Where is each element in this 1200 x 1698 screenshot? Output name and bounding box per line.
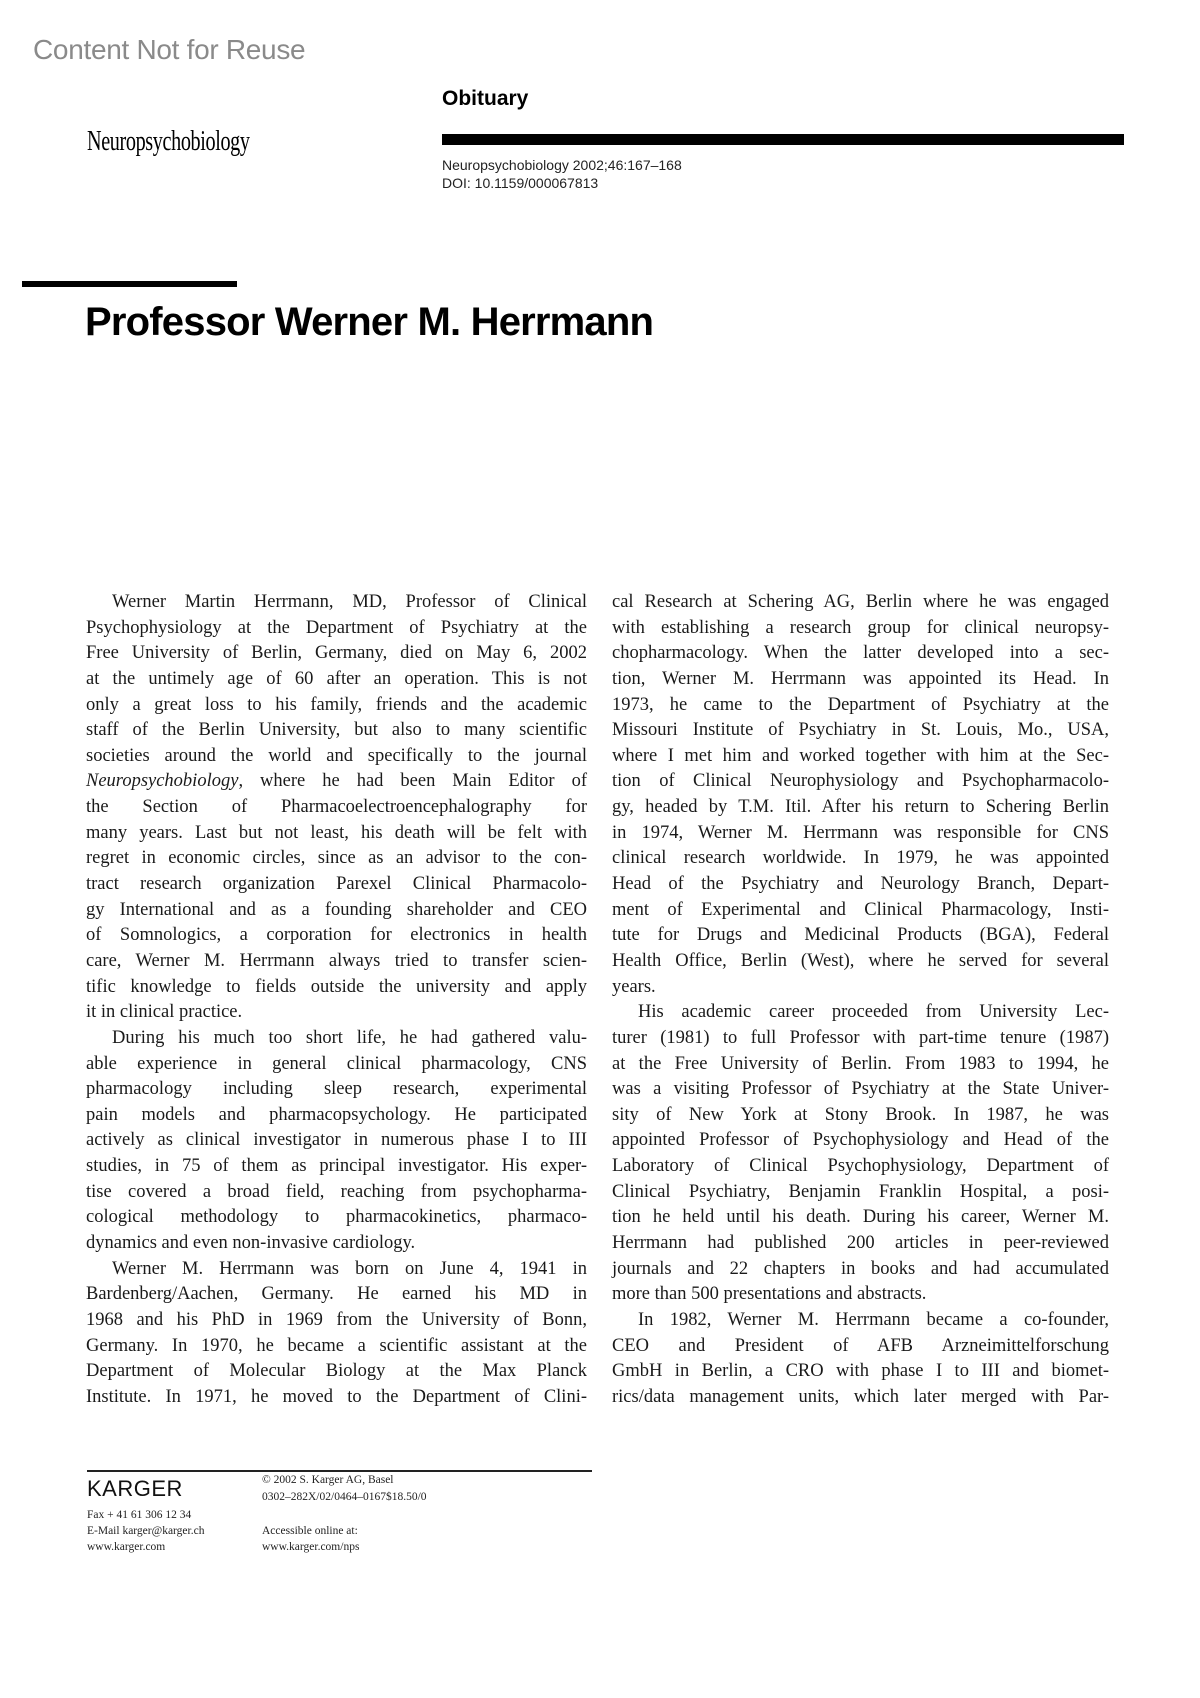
publisher-logo: KARGER [87,1476,183,1501]
line-text: Werner M. Herrmann was born on June 4, 1941 in [112,1258,587,1279]
online-label: Accessible online at: [262,1525,358,1537]
line-text: able experience in general clinical pharmacology, CNS [86,1053,587,1074]
line-text: His academic career proceeded from University Lec- [638,1002,1109,1023]
body-text-line [612,590,1109,616]
line-text: tion he held until his death. During his career, Werner M. [612,1207,1109,1228]
line-text: actively as clinical investigator in numerous phase I to III [86,1130,587,1151]
body-text-line [612,616,1109,642]
body-text-line [612,667,1109,693]
body-text-line [86,872,587,898]
line-text: Department of Molecular Biology at the Max Planck [86,1361,587,1382]
online-url[interactable]: www.karger.com/nps [262,1541,360,1553]
line-text: tise covered a broad field, reaching from psychopharma- [86,1181,587,1202]
body-text-line [612,898,1109,924]
line-text: tute for Drugs and Medicinal Products (BGA), Federal [612,925,1109,946]
body-text-line [86,1026,587,1052]
line-text: at the Free University of Berlin. From 1983 to 1994, he [612,1053,1109,1074]
line-text: societies around the world and specifically to the journal [86,745,587,766]
line-text: dynamics and even non-invasive cardiology. [86,1233,416,1254]
body-text-line [612,1103,1109,1129]
line-text: clinical research worldwide. In 1979, he was appointed [612,848,1109,869]
line-text: care, Werner M. Herrmann always tried to transfer scien- [86,950,587,971]
body-text-line [612,1308,1109,1334]
line-text: pharmacology including sleep research, experimental [86,1079,587,1100]
body-text-line [86,821,587,847]
line-text: , where he had been Main Editor of [238,771,587,792]
email[interactable]: E-Mail karger@karger.ch [87,1525,205,1537]
body-text-line [86,1385,587,1411]
issn-code: 0302–282X/02/0464–0167$18.50/0 [262,1491,427,1503]
line-text: CEO and President of AFB Arzneimittelforschung [612,1335,1109,1356]
line-text: Institute. In 1971, he moved to the Department of Clini- [86,1386,587,1407]
line-text: tion, Werner M. Herrmann was appointed its Head. In [612,668,1109,689]
body-text-line [86,949,587,975]
line-text: tract research organization Parexel Clinical Pharmacolo- [86,874,587,895]
body-text-line [86,1052,587,1078]
body-text-line [612,1154,1109,1180]
line-text: Werner Martin Herrmann, MD, Professor of Clinical [112,592,587,612]
line-text: only a great loss to his family, friends and the academic [86,694,587,715]
website-link[interactable]: www.karger.com [87,1541,166,1553]
body-text-line [86,693,587,719]
line-text: more than 500 presentations and abstracts. [612,1284,927,1305]
body-text-line [612,795,1109,821]
body-text-line [612,872,1109,898]
body-text-line [612,718,1109,744]
watermark-text: Content Not for Reuse [33,34,306,65]
line-text: sity of New York at Stony Brook. In 1987, he was [612,1104,1109,1125]
copyright: © 2002 S. Karger AG, Basel [262,1474,394,1486]
line-text: it in clinical practice. [86,1002,243,1023]
body-text-line [86,1103,587,1129]
line-text: gy International and as a founding shareholder and CEO [86,899,587,920]
header-rule [442,134,1124,145]
body-text-line [612,1180,1109,1206]
body-text-line [86,1000,587,1026]
body-text-line [612,1334,1109,1360]
line-text: appointed Professor of Psychophysiology and Head of the [612,1130,1109,1151]
body-text-line [612,949,1109,975]
line-text: where I met him and worked together with him at the Sec- [612,745,1109,766]
body-text-line [86,846,587,872]
body-text-line [612,1385,1109,1411]
body-text-line [86,744,587,770]
line-text: In 1982, Werner M. Herrmann became a co-founder, [638,1309,1109,1330]
body-text-line [86,590,587,616]
body-text-line [612,1077,1109,1103]
body-text-line [612,821,1109,847]
body-text-line [86,616,587,642]
line-text: rics/data management units, which later merged with Par- [612,1386,1109,1407]
body-text-line [86,975,587,1001]
body-text-line [86,1077,587,1103]
body-text-line [612,744,1109,770]
body-text-line [612,1000,1109,1026]
line-text: journals and 22 chapters in books and had accumulated [612,1258,1109,1279]
line-text: Germany. In 1970, he became a scientific assistant at the [86,1335,587,1356]
body-text-line [86,1231,587,1257]
body-text-line [612,1052,1109,1078]
line-text: staff of the Berlin University, but also to many scientific [86,720,587,741]
line-text: Laboratory of Clinical Psychophysiology, Department of [612,1156,1109,1177]
line-text: 1968 and his PhD in 1969 from the University of Bonn, [86,1309,587,1330]
line-text: at the untimely age of 60 after an operation. This is not [86,668,587,689]
body-text-line [86,1180,587,1206]
body-text-line [612,923,1109,949]
line-text: with establishing a research group for clinical neuropsy- [612,617,1109,638]
line-text: was a visiting Professor of Psychiatry at the State Univer- [612,1079,1109,1100]
citation: Neuropsychobiology 2002;46:167–168 [442,157,682,173]
fax: Fax + 41 61 306 12 34 [87,1509,192,1521]
body-text-line [612,1205,1109,1231]
article-title: Professor Werner M. Herrmann [85,300,654,344]
footer-rule [87,1470,592,1472]
body-text-line [86,1308,587,1334]
body-text-line [86,1282,587,1308]
body-text-line [86,641,587,667]
body-text-line [612,1282,1109,1308]
body-text-line [86,898,587,924]
line-text: many years. Last but not least, his death will be felt with [86,822,587,843]
journal-name-italic: Neuropsychobiology [86,771,239,792]
line-text: GmbH in Berlin, a CRO with phase I to III and biomet- [612,1361,1109,1382]
body-text-line [612,1231,1109,1257]
section-label: Obituary [442,87,529,110]
body-text-line [612,769,1109,795]
line-text: gy, headed by T.M. Itil. After his return to Schering Berlin [612,797,1109,818]
body-text-line [612,693,1109,719]
title-rule [22,281,237,287]
line-text: Clinical Psychiatry, Benjamin Franklin Hospital, a posi- [612,1181,1109,1202]
body-text-line [86,667,587,693]
line-text: of Somnologics, a corporation for electronics in health [86,925,587,946]
body-text-line [612,846,1109,872]
line-text: turer (1981) to full Professor with part-time tenure (1987) [612,1027,1109,1048]
line-text: Head of the Psychiatry and Neurology Branch, Depart- [612,874,1109,895]
line-text: studies, in 75 of them as principal investigator. His exper- [86,1156,587,1177]
body-text-line [86,1154,587,1180]
body-text-line [612,1128,1109,1154]
line-text: in 1974, Werner M. Herrmann was responsible for CNS [612,822,1109,843]
body-column-left [86,590,587,1411]
body-text-line [86,718,587,744]
body-text-line [86,1359,587,1385]
body-text-line [612,1026,1109,1052]
line-text: years. [612,976,656,997]
body-text-line [86,795,587,821]
line-text: pain models and pharmacopsychology. He participated [86,1104,587,1125]
line-text: cological methodology to pharmacokinetics, pharmaco- [86,1207,587,1228]
body-text-line [612,641,1109,667]
line-text: regret in economic circles, since as an advisor to the con- [86,848,587,869]
line-text: chopharmacology. When the latter developed into a sec- [612,643,1109,664]
line-text: During his much too short life, he had gathered valu- [112,1027,587,1048]
line-text: the Section of Pharmacoelectroencephalography for [86,797,587,818]
line-text: Free University of Berlin, Germany, died on May 6, 2002 [86,643,587,664]
body-text-line [612,1257,1109,1283]
line-text: Health Office, Berlin (West), where he served for several [612,950,1109,971]
body-text-line [86,769,587,795]
body-text-line [612,975,1109,1001]
body-text-line [86,1334,587,1360]
line-text: cal Research at Schering AG, Berlin where he was engaged [612,592,1109,612]
line-text: tion of Clinical Neurophysiology and Psychopharmacolo- [612,771,1109,792]
journal-logo: Neuropsychobiology [87,126,250,157]
line-text: Missouri Institute of Psychiatry in St. Louis, Mo., USA, [612,720,1109,741]
body-text-line [86,1257,587,1283]
line-text: Bardenberg/Aachen, Germany. He earned his MD in [86,1284,587,1305]
body-text-line [612,1359,1109,1385]
body-text-line [86,1205,587,1231]
line-text: Psychophysiology at the Department of Psychiatry at the [86,617,587,638]
line-text: 1973, he came to the Department of Psychiatry at the [612,694,1109,715]
line-text: ment of Experimental and Clinical Pharmacology, Insti- [612,899,1109,920]
body-text-line [86,923,587,949]
doi-link[interactable]: DOI: 10.1159/000067813 [442,175,599,191]
body-text-line [86,1128,587,1154]
line-text: tific knowledge to fields outside the university and apply [86,976,587,997]
line-text: Herrmann had published 200 articles in peer-reviewed [612,1233,1109,1254]
body-column-right [612,590,1109,1411]
